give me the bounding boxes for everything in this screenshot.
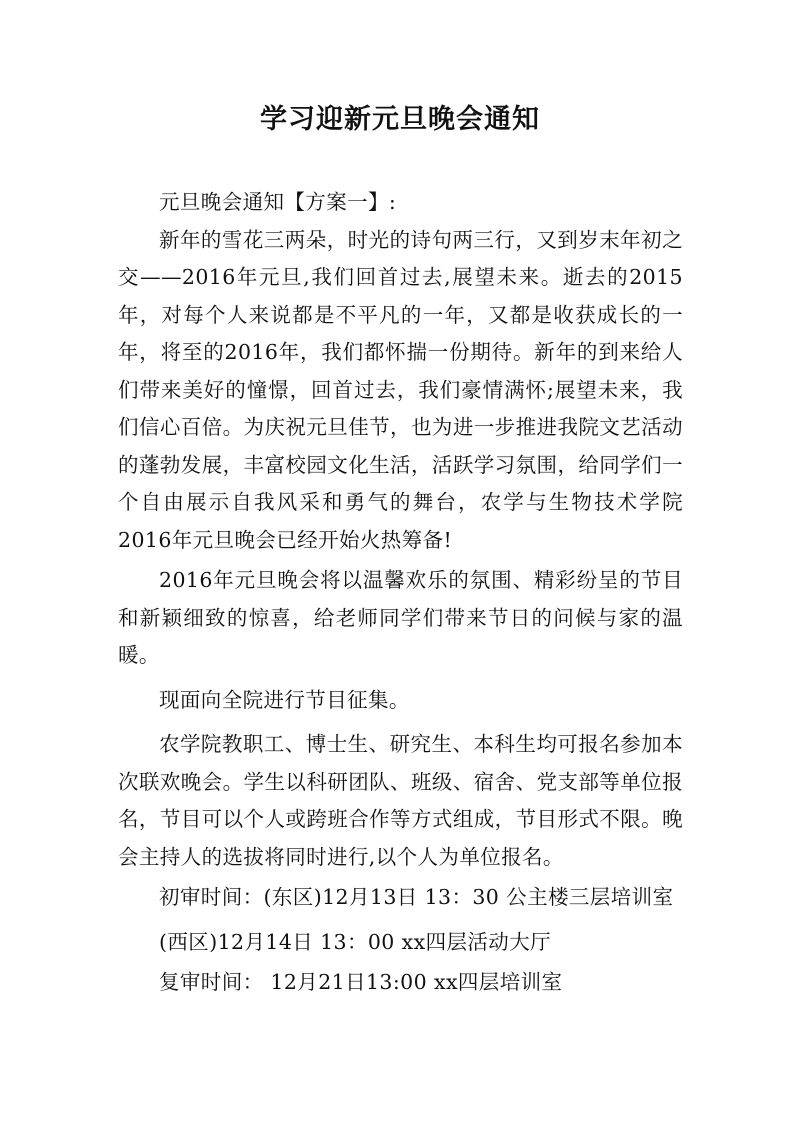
document-body (118, 184, 683, 1002)
paragraph-second-review: 复审时间： 12月21日13:00 xx四层培训室 (159, 970, 563, 994)
paragraph-program-call: 现面向全院进行节目征集。 (159, 687, 410, 712)
document-title: 学习迎新元旦晚会通知 (260, 104, 540, 135)
paragraph-eligibility: 农学院教职工、博士生、研究生、本科生均可报名参加本次联欢晚会。学生以科研团队、班级、宿舍、党支部等单位报名，节目可以个人或跨班合作等方式组成，节目形式不限。晚会主持人的选拔将同时进行,以个人为单位报名。 (118, 732, 683, 869)
paragraph-gala-description: 2016年元旦晚会将以温馨欢乐的氛围、精彩纷呈的节目和新颖细致的惊喜，给老师同学们带来节日的问候与家的温暖。 (118, 568, 683, 667)
paragraph-intro: 新年的雪花三两朵，时光的诗句两三行，又到岁末年初之交——2016年元旦,我们回首过去,展望未来。逝去的2015年，对每个人来说都是不平凡的一年，又都是收获成长的一年，将至的2016年，我们都怀揣一份期待。新年的到来给人们带来美好的憧憬，回首过去，我们豪情满怀;展望未来，我们信心百倍。为庆祝元旦佳节，也为进一步推进我院文艺活动的蓬勃发展，丰富校园文化生活，活跃学习氛围，给同学们一个自由展示自我风采和勇气的舞台，农学与生物技术学院2016年元旦晚会已经开始火热筹备! (118, 227, 683, 552)
paragraph-preliminary-east: 初审时间：(东区)12月13日 13：30 公主楼三层培训室 (159, 885, 674, 909)
paragraph-scheme-heading: 元旦晚会通知【方案一】: (159, 190, 397, 214)
paragraph-preliminary-west: (西区)12月14日 13：00 xx四层活动大厅 (159, 929, 551, 954)
